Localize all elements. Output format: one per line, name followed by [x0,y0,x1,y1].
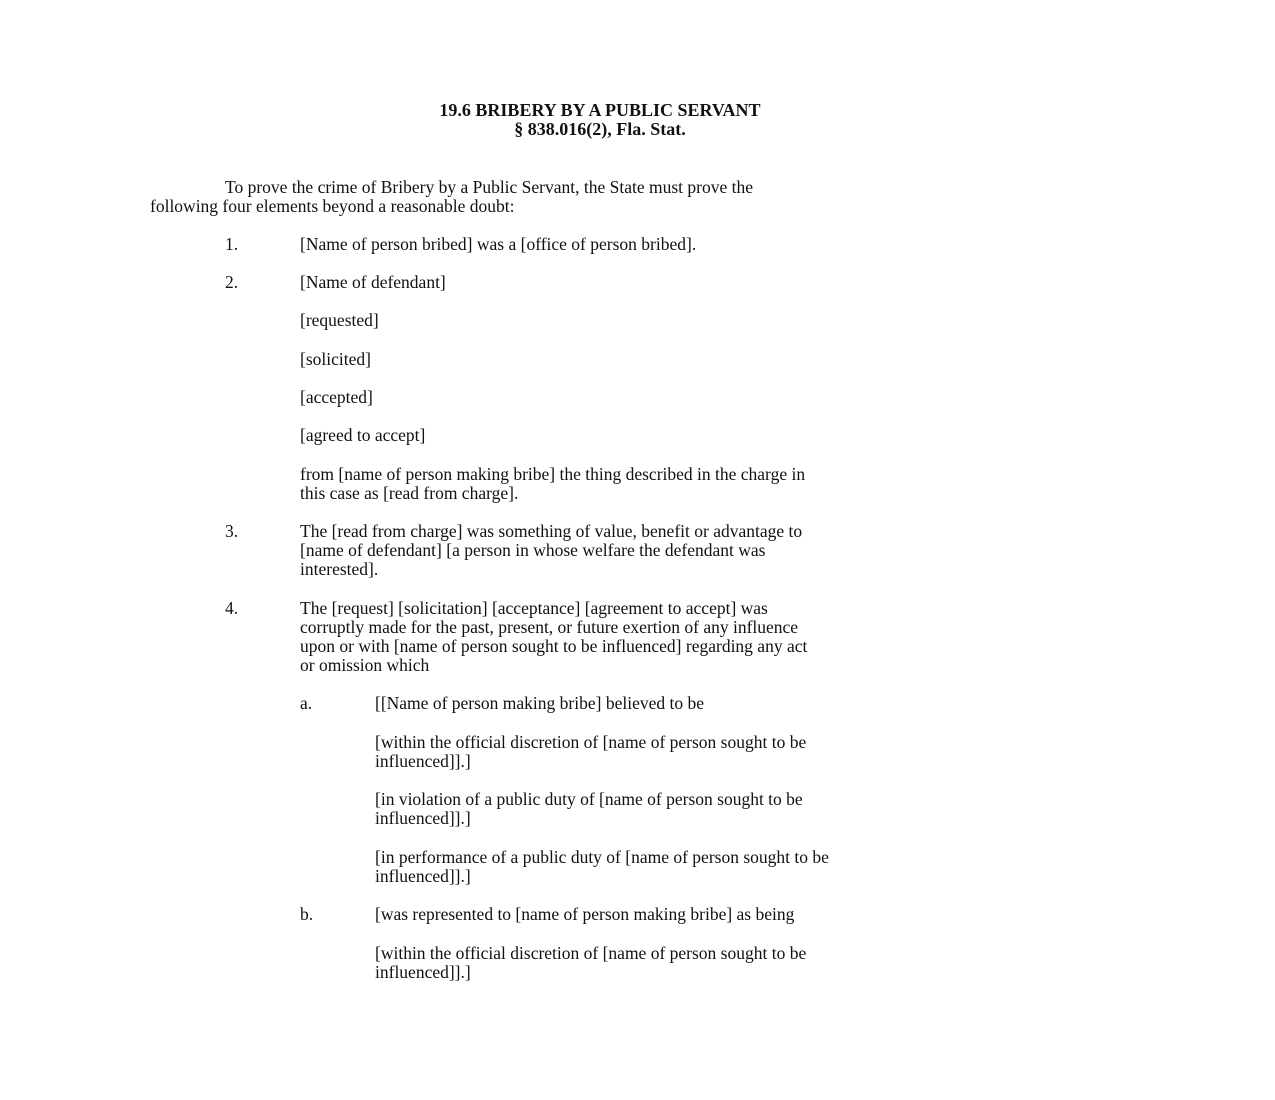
subitem-b-option-1-line-1: [within the official discretion of [name of person sought to be [375,943,807,963]
element-3-line-3: interested]. [300,559,379,579]
subitem-a-letter: a. [300,693,313,713]
subitem-a-option-violation [375,790,1055,828]
element-3-text [300,522,1040,579]
subitem-a-option-2-line-2: influenced]].] [375,808,471,828]
intro-line-1: To prove the crime of Bribery by a Public Servant, the State must prove the [225,177,754,197]
element-2-continuation-line-1: from [name of person making bribe] the thing described in the charge in [300,464,806,484]
subitem-b-option-1-line-2: influenced]].] [375,962,471,982]
subitem-a-option-performance [375,848,1055,886]
statute-citation: § 838.016(2), Fla. Stat. [514,119,686,139]
element-2-continuation [300,465,1040,503]
document-title: 19.6 BRIBERY BY A PUBLIC SERVANT [439,100,761,120]
subitem-a-option-1-line-2: influenced]].] [375,751,471,771]
element-1-text: [Name of person bribed] was a [office of person bribed]. [300,234,697,254]
subitem-a-option-3-line-2: influenced]].] [375,866,471,886]
element-4-line-1: The [request] [solicitation] [acceptance] [agreement to accept] was [300,598,768,618]
element-2-continuation-line-2: this case as [read from charge]. [300,483,519,503]
subitem-b-text: [was represented to [name of person making bribe] as being [375,904,795,924]
subitem-b-option-discretion [375,944,1055,982]
element-3-line-1: The [read from charge] was something of value, benefit or advantage to [300,521,803,541]
subitem-a-text: [[Name of person making bribe] believed to be [375,693,704,713]
element-4-text [300,599,1040,675]
element-4-line-2: corruptly made for the past, present, or future exertion of any influence [300,617,799,637]
element-1-number: 1. [225,234,239,254]
element-2-option-solicited: [solicited] [300,349,371,369]
subitem-a-option-discretion [375,733,1055,771]
element-4-number: 4. [225,598,239,618]
element-4-line-3: upon or with [name of person sought to be influenced] regarding any act [300,636,808,656]
subitem-a-option-1-line-1: [within the official discretion of [name of person sought to be [375,732,807,752]
element-2-text: [Name of defendant] [300,272,446,292]
subitem-a-option-3-line-1: [in performance of a public duty of [name of person sought to be [375,847,829,867]
element-3-line-2: [name of defendant] [a person in whose welfare the defendant was [300,540,766,560]
element-4-line-4: or omission which [300,655,430,675]
element-2-option-agreed: [agreed to accept] [300,425,426,445]
element-3-number: 3. [225,521,239,541]
element-2-option-requested: [requested] [300,310,379,330]
subitem-a-option-2-line-1: [in violation of a public duty of [name of person sought to be [375,789,803,809]
element-2-number: 2. [225,272,239,292]
subitem-b-letter: b. [300,904,314,924]
element-2-option-accepted: [accepted] [300,387,373,407]
intro-line-2: following four elements beyond a reasonable doubt: [150,196,515,216]
intro-paragraph [150,178,1030,216]
